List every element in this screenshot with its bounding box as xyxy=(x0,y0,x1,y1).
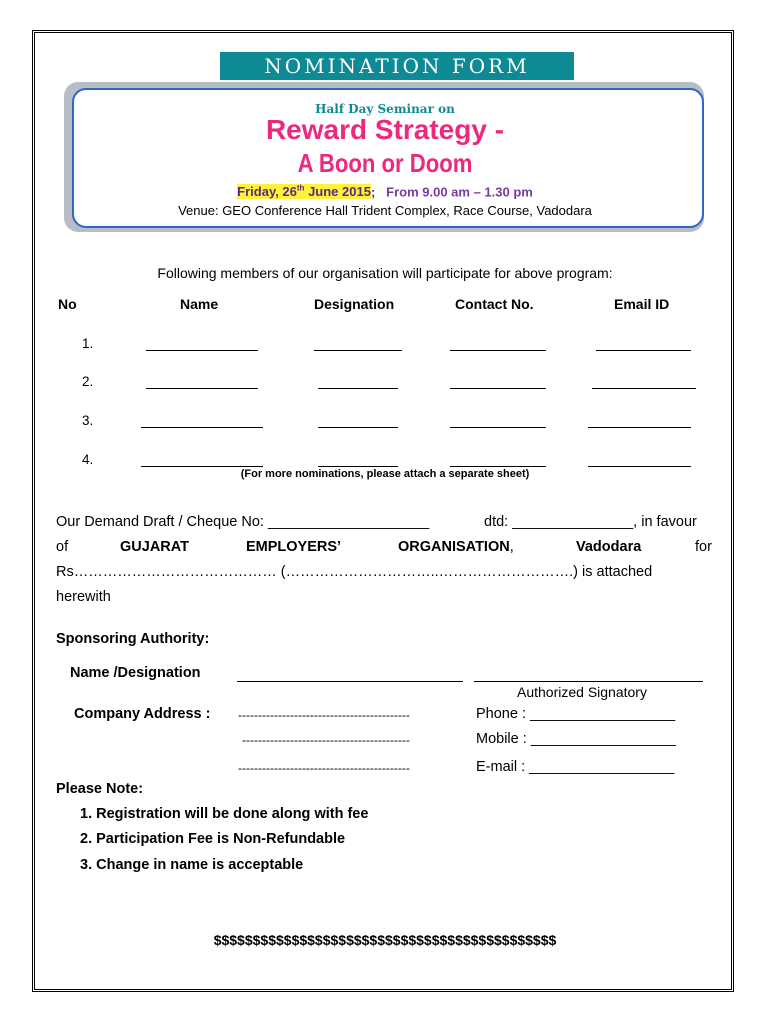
seminar-title-line2: A Boon or Doom xyxy=(297,148,473,178)
contact-field[interactable] xyxy=(450,388,546,389)
designation-field[interactable] xyxy=(318,388,398,389)
org-word-1: GUJARAT xyxy=(120,539,190,555)
row-number: 3. xyxy=(82,413,94,428)
company-address-label: Company Address : xyxy=(74,706,211,722)
seminar-title-line1: Reward Strategy - xyxy=(265,114,505,145)
mobile-line[interactable]: Mobile : __________________ xyxy=(476,731,676,747)
date-highlight: Friday, 26th June 2015 xyxy=(237,184,371,200)
signature-field[interactable] xyxy=(474,681,703,682)
for-text: for xyxy=(695,539,712,555)
intro-text: Following members of our organisation will participate for above program: xyxy=(157,265,613,281)
email-field[interactable] xyxy=(588,466,691,467)
sponsor-heading: Sponsoring Authority: xyxy=(56,631,210,647)
form-title: NOMINATION FORM xyxy=(220,52,574,80)
venue-text: Venue: GEO Conference Hall Trident Complex, Race Course, Vadodara xyxy=(178,203,592,218)
contact-field[interactable] xyxy=(450,350,546,351)
contact-field[interactable] xyxy=(450,427,546,428)
name-field[interactable] xyxy=(146,350,258,351)
note-item: 1. Registration will be done along with fee xyxy=(80,806,369,822)
herewith-text: herewith xyxy=(56,589,111,605)
name-designation-label: Name /Designation xyxy=(70,665,201,681)
cheque-date-line: dtd: _______________, in favour xyxy=(484,514,697,530)
footer-dollar-line: $$$$$$$$$$$$$$$$$$$$$$$$$$$$$$$$$$$$$$$$$$$$ xyxy=(213,932,557,948)
notes-heading: Please Note: xyxy=(56,781,144,797)
col-header-email: Email ID xyxy=(614,296,670,312)
name-designation-field[interactable] xyxy=(237,681,463,682)
name-field[interactable] xyxy=(141,427,263,428)
more-nominations-note: (For more nominations, please attach a separate sheet) xyxy=(240,468,530,480)
row-number: 1. xyxy=(82,336,94,351)
name-field[interactable] xyxy=(146,388,258,389)
designation-field[interactable] xyxy=(318,427,398,428)
row-number: 2. xyxy=(82,374,94,389)
col-header-no: No xyxy=(58,296,77,312)
col-header-name: Name xyxy=(180,296,219,312)
row-number: 4. xyxy=(82,452,94,467)
date-time-line: Friday, 26th June 2015; From 9.00 am – 1.30 pm xyxy=(237,184,533,200)
address-line[interactable]: ------------------------------------------- xyxy=(238,761,410,775)
contact-field[interactable] xyxy=(450,466,546,467)
cheque-number-line: Our Demand Draft / Cheque No: ____________________ xyxy=(56,514,430,530)
email-line[interactable]: E-mail : __________________ xyxy=(476,759,675,775)
note-item: 2. Participation Fee is Non-Refundable xyxy=(80,831,346,847)
address-line[interactable]: ------------------------------------------- xyxy=(238,708,410,722)
org-word-3: ORGANISATION, xyxy=(398,539,514,555)
designation-field[interactable] xyxy=(314,350,402,351)
note-item: 3. Change in name is acceptable xyxy=(80,857,304,873)
col-header-designation: Designation xyxy=(314,296,395,312)
col-header-contact: Contact No. xyxy=(455,296,534,312)
email-field[interactable] xyxy=(592,388,696,389)
city-text: Vadodara xyxy=(576,539,642,555)
phone-line[interactable]: Phone : __________________ xyxy=(476,706,676,722)
designation-field[interactable] xyxy=(318,466,398,467)
email-field[interactable] xyxy=(588,427,691,428)
email-field[interactable] xyxy=(596,350,691,351)
seminar-subtitle: Half Day Seminar on xyxy=(315,102,455,116)
address-line[interactable]: ------------------------------------------ xyxy=(242,733,410,747)
name-field[interactable] xyxy=(141,466,263,467)
amount-line: Rs…………………………………… (…………………………..……………………….) is attached xyxy=(56,564,653,580)
org-word-2: EMPLOYERS’ xyxy=(246,539,342,555)
of-text: of xyxy=(56,539,69,555)
authorized-signatory-label: Authorized Signatory xyxy=(517,684,647,700)
time-text: From 9.00 am – 1.30 pm xyxy=(386,184,533,200)
